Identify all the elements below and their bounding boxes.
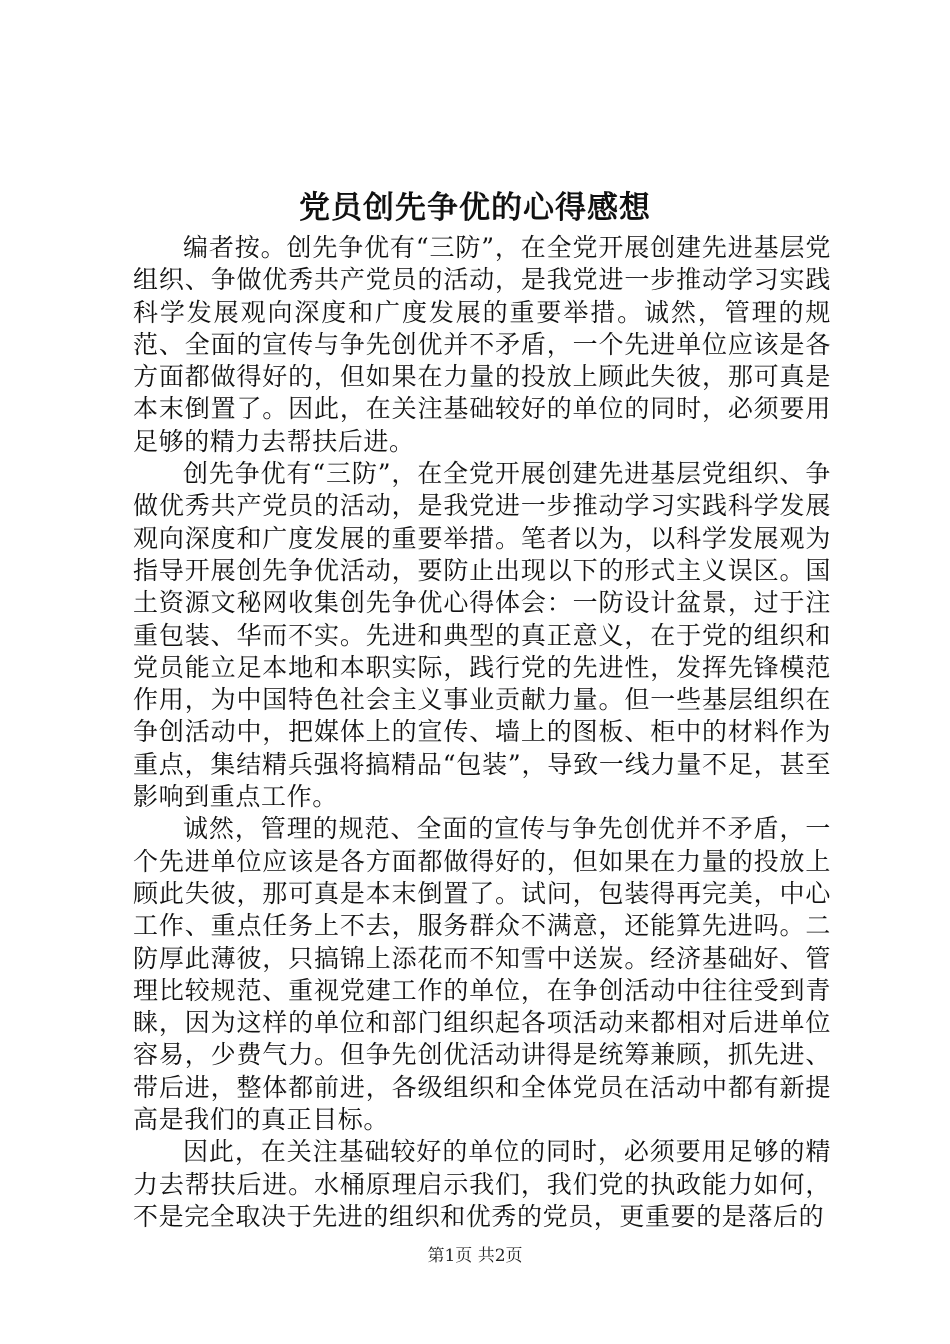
document-body <box>133 232 831 1233</box>
paragraph-three-guards: 创先争优有“三防”，在全党开展创建先进基层党组织、争做优秀共产党员的活动，是我党进一步推动学习实践科学发展观向深度和广度发展的重要举措。笔者以为，以科学发展观为指导开展创先争优活动，要防止出现以下的形式主义误区。国土资源文秘网收集创先争优心得体会：一防设计盆景，过于注重包装、华而不实。先进和典型的真正意义，在于党的组织和党员能立足本地和本职实际，践行党的先进性，发挥先锋模范作用，为中国特色社会主义事业贡献力量。但一些基层组织在争创活动中，把媒体上的宣传、墙上的图板、柜中的材料作为重点，集结精兵强将搞精品“包装”，导致一线力量不足，甚至影响到重点工作。 <box>133 459 831 812</box>
paragraph-conclusion: 因此，在关注基础较好的单位的同时，必须要用足够的精力去帮扶后进。水桶原理启示我们，我们党的执政能力如何，不是完全取决于先进的组织和优秀的党员，更重要的是落后的 <box>133 1137 831 1231</box>
paragraph-editor-note: 编者按。创先争优有“三防”，在全党开展创建先进基层党组织、争做优秀共产党员的活动，是我党进一步推动学习实践科学发展观向深度和广度发展的重要举措。诚然，管理的规范、全面的宣传与争先创优并不矛盾，一个先进单位应该是各方面都做得好的，但如果在力量的投放上顾此失彼，那可真是本末倒置了。因此，在关注基础较好的单位的同时，必须要用足够的精力去帮扶后进。 <box>133 233 831 456</box>
paragraph-management: 诚然，管理的规范、全面的宣传与争先创优并不矛盾，一个先进单位应该是各方面都做得好的，但如果在力量的投放上顾此失彼，那可真是本末倒置了。试问，包装得再完美，中心工作、重点任务上不去，服务群众不满意，还能算先进吗。二防厚此薄彼，只搞锦上添花而不知雪中送炭。经济基础好、管理比较规范、重视党建工作的单位，在争创活动中往往受到青睐，因为这样的单位和部门组织起各项活动来都相对后进单位容易，少费气力。但争先创优活动讲得是统筹兼顾，抓先进、带后进，整体都前进，各级组织和全体党员在活动中都有新提高是我们的真正目标。 <box>133 814 831 1135</box>
page-number: 第1页 共2页 <box>427 1246 523 1266</box>
document-title: 党员创先争优的心得感想 <box>299 190 651 226</box>
